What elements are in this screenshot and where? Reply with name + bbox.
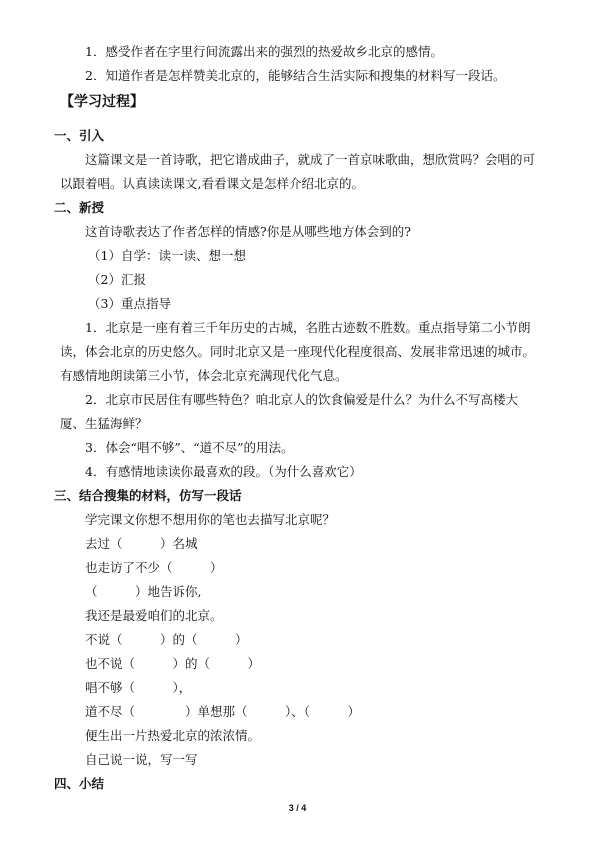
- fill-line-8: 道不尽（ ）单想那（ ）、（ ）: [85, 704, 361, 719]
- fill-line-2: 也走访了不少（ ）: [85, 560, 223, 575]
- section-4-title: 四、小结: [54, 776, 105, 791]
- fill-line-5: 不说（ ）的（ ）: [85, 632, 248, 647]
- fill-line-7: 唱不够（ ），: [85, 680, 192, 695]
- section-2-step-3: （3）重点指导: [88, 296, 171, 311]
- section-2-step-1: （1）自学：读一读、想一想: [88, 248, 246, 263]
- section-1-title: 一、引入: [54, 128, 105, 143]
- fill-line-6: 也不说（ ）的（ ）: [85, 656, 261, 671]
- section-2-intro: 这首诗歌表达了作者怎样的情感?你是从哪些地方体会到的?: [85, 224, 411, 239]
- section-2-point-3: 3．体会“唱不够”、“道不尽”的用法。: [85, 440, 294, 455]
- section-3-title: 三、结合搜集的材料，仿写一段话: [54, 488, 242, 503]
- section-2-step-2: （2）汇报: [88, 272, 146, 287]
- goal-1: 1．感受作者在字里行间流露出来的强烈的热爱故乡北京的感情。: [85, 44, 443, 59]
- fill-line-9: 便生出一片热爱北京的浓浓情。: [85, 728, 261, 743]
- section-2-point-1: 1．北京是一座有着三千年历史的古城，名胜古迹数不胜数。重点指导第二小节朗读，体会北京的历史悠久。同时北京又是一座现代化程度很高、发展非常迅速的城市。有感情地朗读第三小节，体会北京充满现代化气息。: [60, 320, 536, 383]
- section-2-point-2: 2．北京市民居住有哪些特色？咱北京人的饮食偏爱是什么？为什么不写高楼大厦、生猛海鲜？: [60, 392, 518, 431]
- page-number: 3 / 4: [288, 803, 307, 813]
- section-2-point-4: 4．有感情地读读你最喜欢的段。（为什么喜欢它）: [85, 464, 362, 479]
- section-2-title: 二、新授: [54, 200, 105, 215]
- fill-line-1: 去过（ ）名城: [85, 536, 198, 551]
- goal-2: 2．知道作者是怎样赞美北京的，能够结合生活实际和搜集的材料写一段话。: [85, 68, 506, 83]
- section-1-paragraph: 这篇课文是一首诗歌，把它谱成曲子，就成了一首京味歌曲，想欣赏吗？会唱的可以跟着唱。认真读读课文,看看课文是怎样介绍北京的。: [60, 152, 536, 191]
- process-heading: 【学习过程】: [60, 94, 144, 110]
- fill-line-4: 我还是最爱咱们的北京。: [85, 608, 223, 623]
- fill-line-10: 自己说一说，写一写: [85, 752, 198, 767]
- fill-line-3: （ ）地告诉你,: [85, 584, 202, 599]
- section-3-intro: 学完课文你想不想用你的笔也去描写北京呢？: [85, 512, 336, 527]
